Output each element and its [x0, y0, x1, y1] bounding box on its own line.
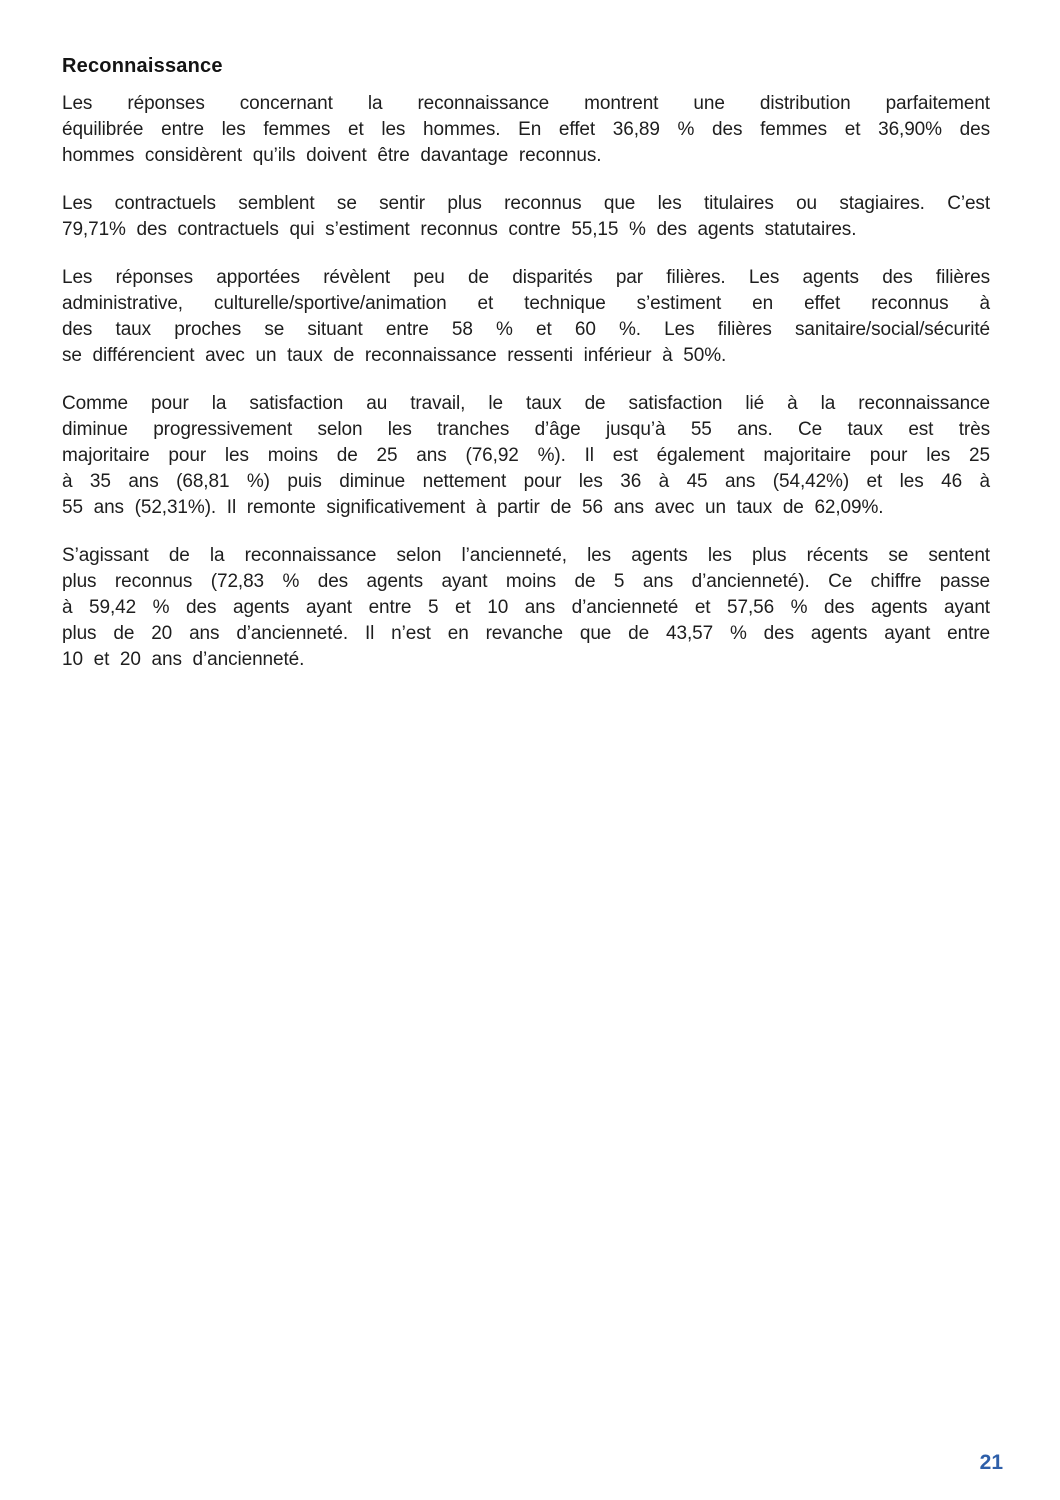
text-line: hommes considèrent qu’ils doivent être davantage reconnus. — [62, 145, 602, 166]
text-line: plus de 20 ans d’ancienneté. Il n’est en revanche que de 43,57 % des agents ayant entre — [62, 623, 990, 644]
text-line: Les réponses apportées révèlent peu de disparités par filières. Les agents des filières — [62, 267, 990, 288]
page-content — [62, 54, 990, 695]
text-line: à 35 ans (68,81 %) puis diminue nettement pour les 36 à 45 ans (54,42%) et les 46 à — [62, 471, 990, 492]
text-line: 79,71% des contractuels qui s’estiment reconnus contre 55,15 % des agents statutaires. — [62, 219, 857, 240]
text-line: à 59,42 % des agents ayant entre 5 et 10 ans d’ancienneté et 57,56 % des agents ayant — [62, 597, 990, 618]
text-line: 55 ans (52,31%). Il remonte significativement à partir de 56 ans avec un taux de 62,09%. — [62, 497, 884, 518]
text-line: des taux proches se situant entre 58 % et 60 %. Les filières sanitaire/social/sécurité — [62, 319, 990, 340]
section-heading: Reconnaissance — [62, 55, 223, 77]
text-line: Comme pour la satisfaction au travail, le taux de satisfaction lié à la reconnaissance — [62, 393, 990, 414]
text-line: S’agissant de la reconnaissance selon l’ancienneté, les agents les plus récents se sentent — [62, 545, 990, 566]
paragraph — [62, 265, 990, 369]
text-line: équilibrée entre les femmes et les hommes. En effet 36,89 % des femmes et 36,90% des — [62, 119, 990, 140]
text-line: diminue progressivement selon les tranches d’âge jusqu’à 55 ans. Ce taux est très — [62, 419, 990, 440]
paragraph — [62, 391, 990, 521]
paragraph — [62, 543, 990, 673]
paragraph — [62, 91, 990, 169]
text-line: 10 et 20 ans d’ancienneté. — [62, 649, 305, 670]
paragraph — [62, 191, 990, 243]
page-number: 21 — [979, 1451, 1003, 1474]
text-line: majoritaire pour les moins de 25 ans (76,92 %). Il est également majoritaire pour les 25 — [62, 445, 990, 466]
text-line: administrative, culturelle/sportive/animation et technique s’estiment en effet reconnus à — [62, 293, 990, 314]
text-line: plus reconnus (72,83 % des agents ayant moins de 5 ans d’ancienneté). Ce chiffre passe — [62, 571, 990, 592]
text-line: Les réponses concernant la reconnaissance montrent une distribution parfaitement — [62, 93, 990, 114]
text-line: se différencient avec un taux de reconnaissance ressenti inférieur à 50%. — [62, 345, 727, 366]
text-line: Les contractuels semblent se sentir plus reconnus que les titulaires ou stagiaires. C’est — [62, 193, 990, 214]
